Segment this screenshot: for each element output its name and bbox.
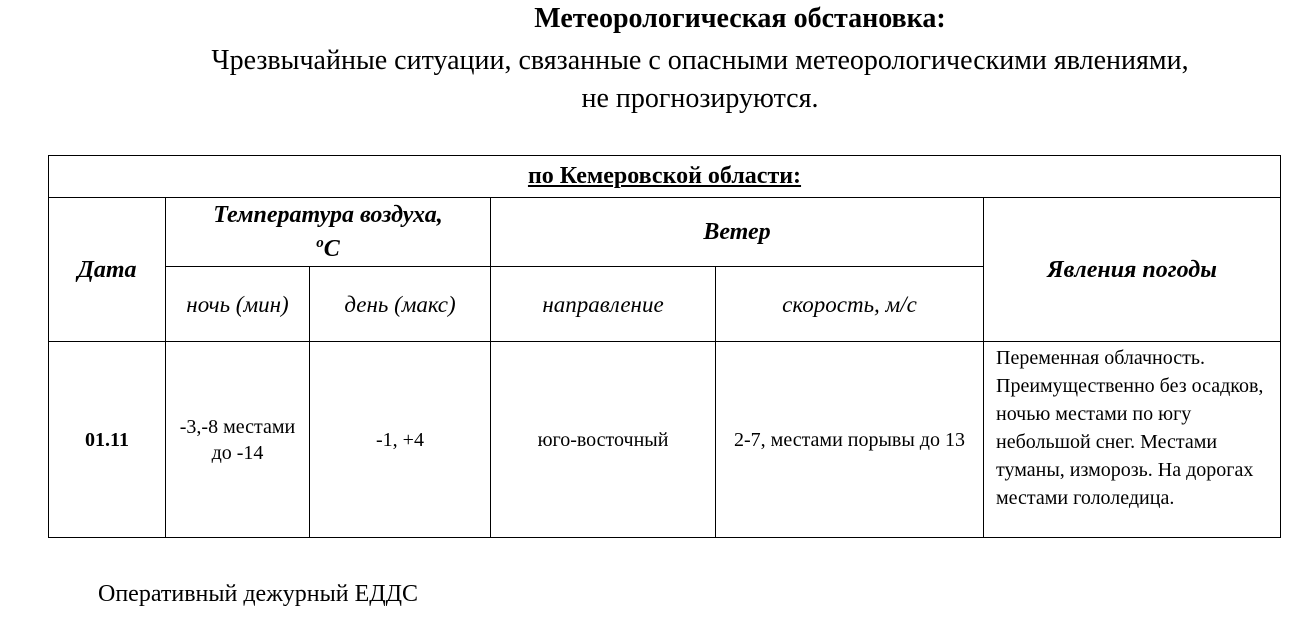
signature-line: Оперативный дежурный ЕДДС [98, 581, 419, 607]
header-phenomena: Явления погоды [984, 198, 1281, 342]
header-speed: скорость, м/с [716, 267, 984, 342]
header-day: день (макс) [310, 267, 491, 342]
page-title: Метеорологическая обстановка: [534, 3, 946, 34]
cell-phenomena: Переменная облачность. Преимущественно без осадков, ночью местами по югу небольшой снег. Местами туманы, изморозь. На дорогах местами гололедица. [984, 342, 1281, 538]
region-title: по Кемеровской области: [527, 163, 802, 189]
cell-wind-direction: юго-восточный [491, 342, 716, 538]
header-date: Дата [49, 198, 166, 342]
table-row [49, 342, 1281, 538]
temperature-unit: С [323, 236, 340, 262]
header-night: ночь (мин) [166, 267, 310, 342]
page-subtitle [100, 42, 1290, 118]
subtitle-line-2: не прогнозируются. [581, 83, 819, 114]
header-temperature-label: Температура воздуха, [213, 202, 443, 228]
cell-wind-speed: 2-7, местами порывы до 13 [716, 342, 984, 538]
cell-night-temp: -3,-8 местами до -14 [166, 342, 310, 538]
weather-forecast-table [48, 155, 1281, 538]
subtitle-line-1: Чрезвычайные ситуации, связанные с опасными метеорологическими явлениями, [211, 45, 1189, 76]
header-temperature [166, 198, 491, 267]
degree-sign: о [316, 235, 324, 251]
header-wind: Ветер [491, 198, 984, 267]
cell-date: 01.11 [49, 342, 166, 538]
cell-day-temp: -1, +4 [310, 342, 491, 538]
header-direction: направление [491, 267, 716, 342]
region-header [49, 156, 1281, 198]
